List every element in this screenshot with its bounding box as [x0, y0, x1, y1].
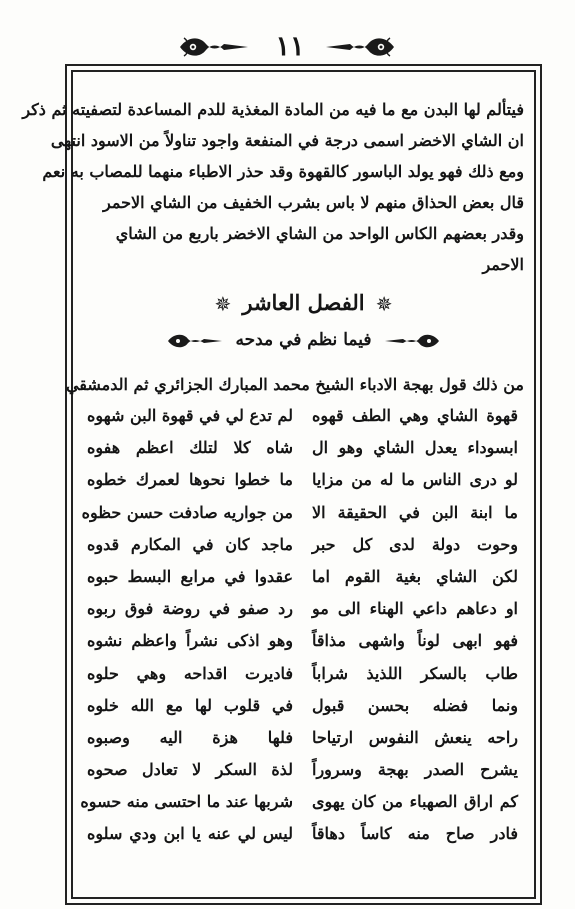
verse-first-hemistich: لكن الشاي بغية القوم اما	[312, 566, 518, 586]
verse-first-hemistich: طاب بالسكر اللذيذ شراباً	[312, 663, 518, 683]
verse-row	[83, 400, 524, 432]
verse-row	[83, 593, 524, 625]
verse-second-hemistich: فلها هزة اليه وصبوه	[87, 727, 293, 747]
verse-row	[83, 658, 524, 690]
verse-first-hemistich: ونما فضله بحسن قبول	[312, 695, 518, 715]
poem-intro: من ذلك قول بهجة الادباء الشيخ محمد المبارك الجزائري ثم الدمشقي	[65, 375, 524, 394]
verse-row	[83, 818, 524, 850]
verse-second-hemistich: ليس لي عنه يا ابن ودي سلوه	[87, 824, 293, 844]
prose-line: الاحمر	[482, 255, 524, 274]
verse-first-hemistich: كم اراق الصهباء من كان يهوى	[312, 792, 518, 812]
verse-first-hemistich: او دعاهم داعي الهناء الى مو	[312, 599, 518, 619]
verse-first-hemistich: ابسوداء يعدل الشاي وهو ال	[312, 438, 518, 458]
chapter-subtitle: فيما نظم في مدحه	[235, 330, 372, 350]
prose-line: ومع ذلك فهو يولد الباسور كالقهوة وقد حذر الاطباء منهما للمصاب به نعم	[42, 162, 524, 181]
prose-line: قال بعض الحذاق منهم لا باس بشرب الخفيف من الشاي الاحمر	[103, 193, 524, 212]
verse-row	[83, 432, 524, 464]
verse-row	[83, 497, 524, 529]
chapter-heading	[73, 286, 534, 320]
chapter-title: الفصل العاشر	[242, 290, 365, 315]
verse-first-hemistich: راحه ينعش النفوس ارتياحا	[312, 727, 518, 747]
verse-second-hemistich: ما خطوا نحوها لعمرك خطوه	[87, 470, 293, 490]
verse-second-hemistich: عقدوا في مرابع البسط حبوه	[87, 566, 293, 586]
prose-line: فيتألم لها البدن مع ما فيه من المادة المغذية للدم المساعدة لتصفيته ثم ذكر	[22, 100, 524, 119]
verse-second-hemistich: فاديرت اقداحه وهي حلوه	[87, 663, 293, 683]
prose-line: وقدر بعضهم الكاس الواحد من الشاي الاخضر باربع من الشاي	[115, 224, 524, 243]
verse-second-hemistich: من جواريه صادفت حسن حظوه	[81, 502, 293, 522]
verse-first-hemistich: قهوة الشاي وهي الطف قهوه	[312, 406, 518, 425]
verse-first-hemistich: ما ابنة البن في الحقيقة الا	[312, 502, 518, 522]
verse-second-hemistich: شاه كلا لتلك اعظم هفوه	[87, 438, 293, 458]
verse-row	[83, 529, 524, 561]
page-header	[0, 28, 575, 68]
verse-row	[83, 464, 524, 496]
verse-second-hemistich: وهو اذكى نشراً واعظم نشوه	[87, 631, 293, 651]
verse-second-hemistich: رد صفو في روضة فوق ربوه	[87, 599, 293, 619]
header-ornament-right-icon	[324, 34, 396, 60]
verse-first-hemistich: وحوت دولة لدى كل حبر	[312, 534, 518, 554]
prose-paragraph	[22, 94, 524, 280]
verse-first-hemistich: فادر صاح منه كاساً دهاقاً	[312, 824, 518, 844]
poem-verses	[80, 400, 524, 851]
verse-second-hemistich: لم تدع لي في قهوة البن شهوه	[87, 406, 293, 425]
verse-row	[83, 561, 524, 593]
verse-row	[80, 786, 524, 818]
subtitle-ornament-left-icon	[166, 332, 224, 350]
verse-row	[83, 754, 524, 786]
verse-row	[83, 722, 524, 754]
verse-row	[83, 625, 524, 657]
verse-second-hemistich: لذة السكر لا تعادل صحوه	[87, 760, 293, 780]
subtitle-ornament-right-icon	[383, 332, 441, 350]
star-ornament-icon: ✵	[375, 291, 393, 316]
verse-first-hemistich: يشرح الصدر بهجة وسروراً	[312, 760, 518, 780]
verse-second-hemistich: شربها عند ما احتسى منه حسوه	[80, 792, 293, 812]
verse-row	[83, 690, 524, 722]
verse-first-hemistich: لو درى الناس ما له من مزايا	[312, 470, 518, 490]
header-ornament-left-icon	[178, 34, 250, 60]
star-ornament-icon: ✵	[214, 291, 232, 316]
text-frame	[22, 70, 536, 899]
chapter-subheading	[73, 324, 534, 356]
verse-first-hemistich: فهو ابهى لوناً واشهى مذاقاً	[312, 631, 518, 651]
verse-second-hemistich: ماجد كان في المكارم قدوه	[87, 534, 293, 554]
prose-line: ان الشاي الاخضر اسمى درجة في المنفعة واجود تناولاً من الاسود انتهى	[50, 131, 524, 150]
verse-second-hemistich: في قلوب لها مع الله خلوه	[87, 695, 293, 715]
page-number: ١١	[275, 31, 305, 62]
